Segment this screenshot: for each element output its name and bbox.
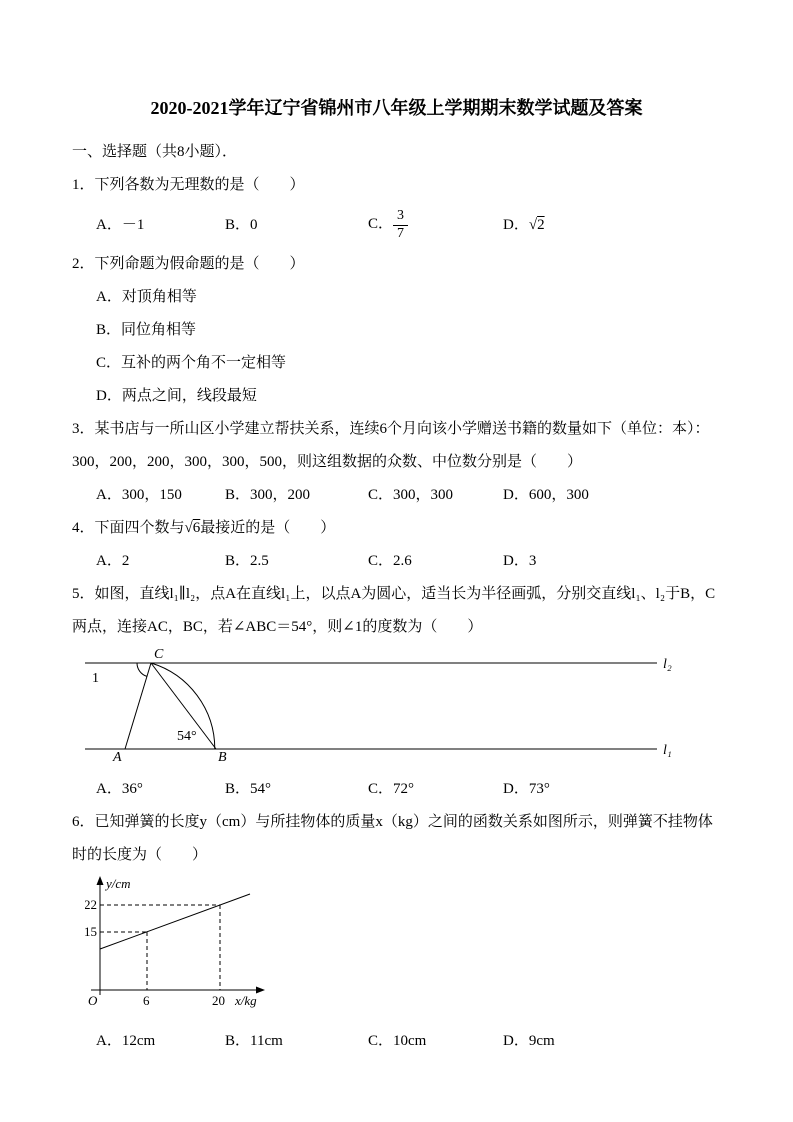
question-4 (72, 512, 721, 578)
option-d: D．两点之间，线段最短 (96, 388, 257, 404)
fraction-three-sevenths (393, 208, 408, 241)
question-5 (72, 578, 721, 806)
question-6-figure (85, 875, 721, 1022)
option-b: B．2.5 (225, 553, 269, 569)
option-b: B．同位角相等 (96, 322, 197, 338)
question-2 (72, 248, 721, 413)
option-c: C．300，300 (368, 487, 454, 503)
tick-x-20: 20 (212, 993, 225, 1008)
spring-length-graph (85, 875, 280, 1017)
question-1-stem: 1．下列各数为无理数的是（ ） (72, 177, 305, 193)
label-point-b: B (218, 750, 227, 765)
option-b: B．0 (225, 216, 258, 233)
page-title: 2020-2021学年辽宁省锦州市八年级上学期期末数学试题及答案 (150, 98, 643, 118)
radicand: 2 (537, 216, 545, 233)
label-l2: l₂ (663, 657, 672, 672)
option-c: C．10cm (368, 1033, 427, 1049)
sqrt-two (529, 217, 545, 233)
x-axis-arrow (256, 987, 265, 994)
label-angle-54: 54° (177, 729, 197, 744)
option-c-label: C． (368, 216, 394, 233)
tick-y-22: 22 (85, 897, 97, 912)
option-c (368, 208, 503, 241)
option-b: B．54° (225, 781, 272, 797)
question-2-stem: 2．下列命题为假命题的是（ ） (72, 256, 305, 272)
option-b: B．11cm (225, 1033, 283, 1049)
question-4-options (72, 545, 721, 578)
question-5-figure (85, 647, 721, 770)
question-3 (72, 413, 721, 512)
sqrt-six (185, 520, 201, 536)
question-1 (72, 169, 721, 248)
label-angle-1: 1 (92, 671, 99, 686)
segment-ca (125, 663, 151, 749)
fraction-numerator: 3 (393, 208, 408, 225)
option-a: A．2 (96, 553, 130, 569)
label-point-c: C (154, 647, 164, 662)
option-d-label: D． (503, 216, 529, 233)
question-6-options (72, 1025, 721, 1058)
question-6-stem: 6．已知弹簧的长度y（cm）与所挂物体的质量x（kg）之间的函数关系如图所示，则弹簧不挂物体时的长度为（ ） (72, 814, 713, 863)
origin-label: O (88, 993, 98, 1008)
question-3-stem: 3．某书店与一所山区小学建立帮扶关系，连续6个月向该小学赠送书籍的数量如下（单位：本）：300，200，200，300，300，500，则这组数据的众数、中位数分别是（ ） (72, 421, 710, 470)
tick-x-6: 6 (143, 993, 150, 1008)
y-axis-label: y/cm (106, 876, 131, 891)
section-heading: 一、选择题（共8小题）． (72, 144, 238, 160)
option-a: A．300，150 (96, 487, 182, 503)
option-d (503, 209, 721, 242)
label-point-a: A (113, 750, 122, 765)
label-l1: l₁ (663, 743, 672, 758)
stem-text-post: 最接近的是（ ） (200, 520, 336, 536)
tick-y-15: 15 (85, 924, 97, 939)
radicand: 6 (192, 520, 201, 536)
question-5-options (72, 773, 721, 806)
option-a: A．对顶角相等 (96, 289, 197, 305)
radical-sign: √ (184, 520, 193, 536)
function-line (100, 894, 250, 949)
option-a: A．－1 (96, 216, 145, 233)
option-b: B．300，200 (225, 487, 311, 503)
question-5-stem: 5．如图，直线l₁∥l₂，点A在直线l₁上，以点A为圆心，适当长为半径画弧，分别交直线l₁、l₂于B，C两点，连接AC，BC，若∠ABC＝54°，则∠1的度数为（ ） (72, 586, 716, 635)
option-c: C．72° (368, 781, 415, 797)
y-axis-arrow (97, 876, 104, 885)
option-d: D．600，300 (503, 487, 589, 503)
option-a: A．12cm (96, 1033, 156, 1049)
fraction-denominator: 7 (397, 225, 405, 241)
stem-text-pre: 4．下面四个数与 (72, 520, 185, 536)
parallel-lines-diagram (85, 647, 745, 765)
option-a: A．36° (96, 781, 143, 797)
option-c: C．互补的两个角不一定相等 (96, 355, 287, 371)
question-2-options (72, 281, 721, 413)
question-3-options (72, 479, 721, 512)
angle-1-arc (137, 663, 147, 676)
option-d: D．3 (503, 553, 537, 569)
x-axis-label: x/kg (235, 993, 257, 1008)
question-1-options (72, 202, 721, 248)
question-4-stem (72, 512, 721, 545)
option-d: D．9cm (503, 1033, 555, 1049)
option-d: D．73° (503, 781, 550, 797)
option-c: C．2.6 (368, 553, 412, 569)
question-6 (72, 806, 721, 1058)
radical-sign: √ (528, 216, 538, 233)
